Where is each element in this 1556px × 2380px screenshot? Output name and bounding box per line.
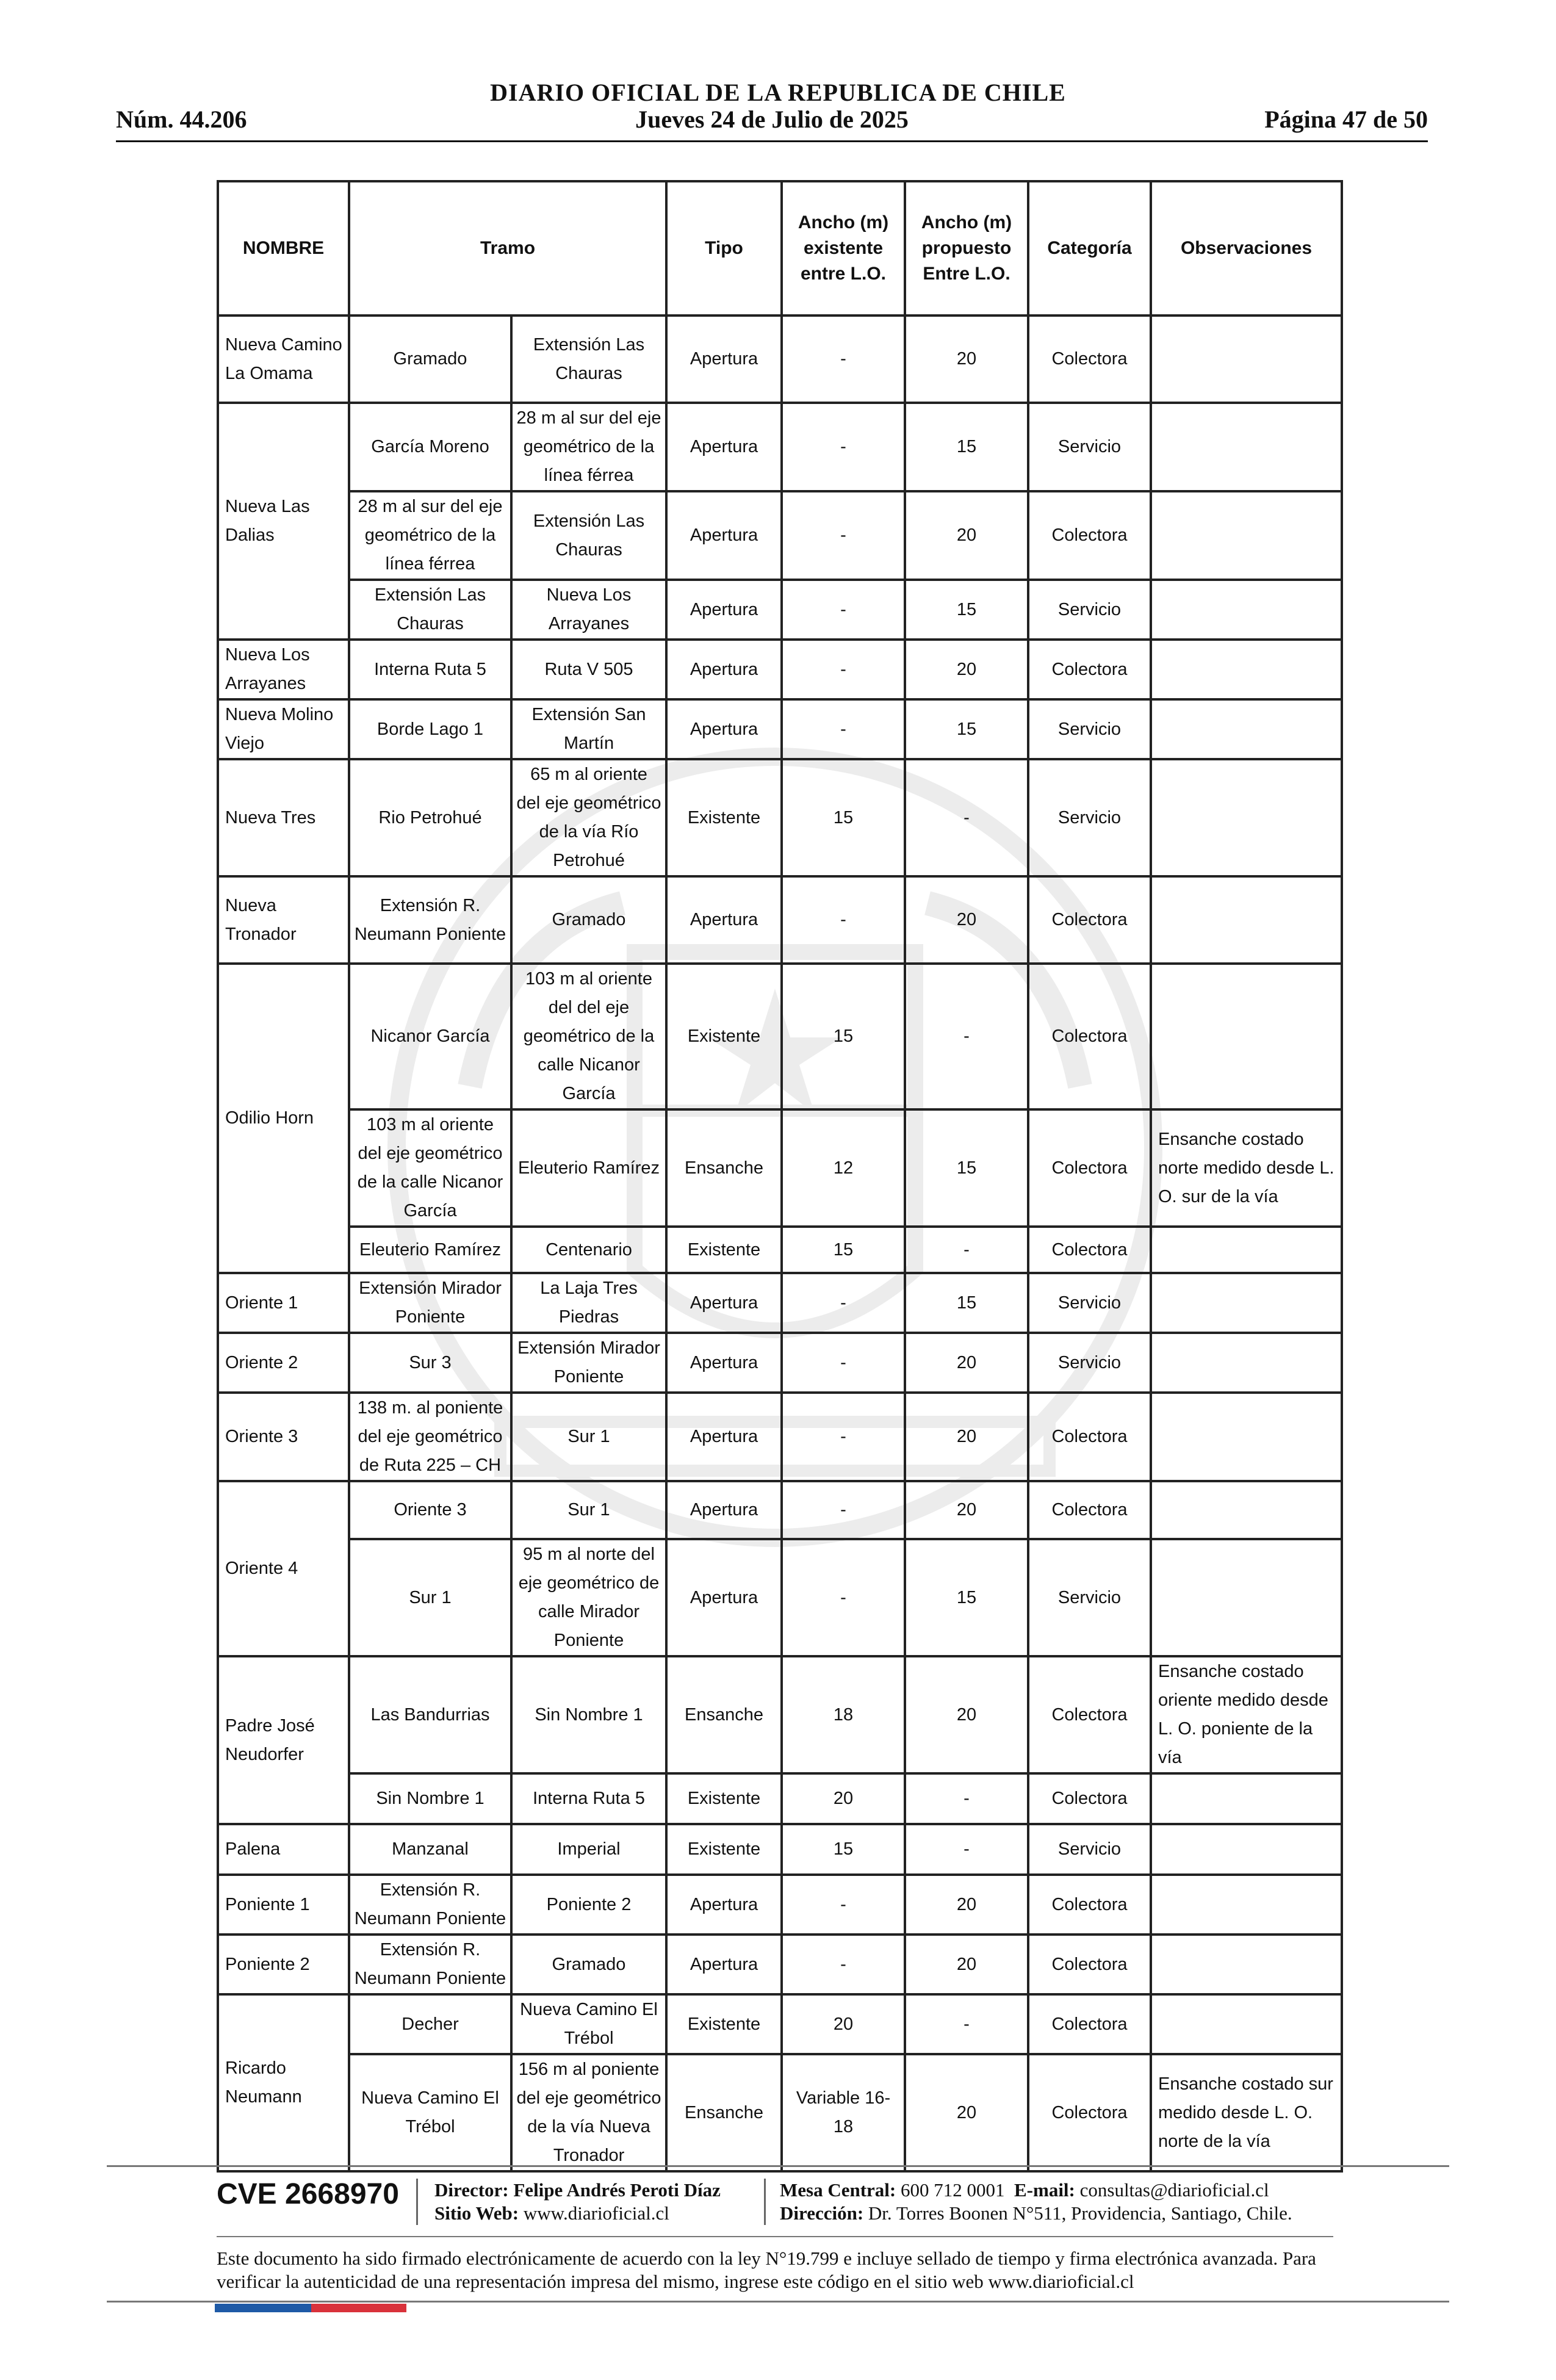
cell-observaciones <box>1151 640 1342 699</box>
cell-tipo: Apertura <box>666 1333 782 1393</box>
table-row <box>218 964 1342 1109</box>
cell-tramo-hasta: Extensión Mirador Poniente <box>511 1333 666 1393</box>
cell-categoria: Colectora <box>1028 491 1151 580</box>
cell-tramo-desde: Sur 3 <box>349 1333 511 1393</box>
cell-tipo: Existente <box>666 964 782 1109</box>
table-row <box>218 1994 1342 2054</box>
cell-tramo-desde: Oriente 3 <box>349 1481 511 1539</box>
cell-categoria: Colectora <box>1028 1875 1151 1935</box>
cell-nombre: Nueva Tronador <box>218 876 349 964</box>
cell-nombre: Oriente 3 <box>218 1393 349 1481</box>
cell-nombre: Nueva Los Arrayanes <box>218 640 349 699</box>
footer-separator <box>764 2179 766 2225</box>
cell-ancho-propuesto: - <box>905 759 1028 876</box>
cell-tramo-hasta: Nueva Los Arrayanes <box>511 580 666 640</box>
cell-tipo: Apertura <box>666 640 782 699</box>
cell-tramo-hasta: 95 m al norte del eje geométrico de calle Mirador Poniente <box>511 1539 666 1656</box>
cell-tramo-desde: Sin Nombre 1 <box>349 1773 511 1824</box>
cell-tramo-desde: Extensión Las Chauras <box>349 580 511 640</box>
cell-tramo-desde: Interna Ruta 5 <box>349 640 511 699</box>
cell-tramo-hasta: Interna Ruta 5 <box>511 1773 666 1824</box>
cell-ancho-existente: - <box>782 1935 905 1994</box>
cell-categoria: Colectora <box>1028 1994 1151 2054</box>
cell-observaciones: Ensanche costado oriente medido desde L. O. poniente de la vía <box>1151 1656 1342 1773</box>
table-row <box>218 1109 1342 1227</box>
cell-ancho-propuesto: 15 <box>905 1539 1028 1656</box>
cell-ancho-propuesto: - <box>905 1824 1028 1875</box>
cell-tipo: Ensanche <box>666 1109 782 1227</box>
cell-ancho-propuesto: 20 <box>905 1333 1028 1393</box>
cell-tramo-desde: Manzanal <box>349 1824 511 1875</box>
cell-ancho-propuesto: - <box>905 1227 1028 1273</box>
website-line <box>434 2202 721 2225</box>
page-number: Página 47 de 50 <box>1264 106 1428 133</box>
cell-tramo-hasta: Gramado <box>511 1935 666 1994</box>
cell-ancho-propuesto: 15 <box>905 403 1028 491</box>
phone-label: Mesa Central: <box>780 2179 896 2201</box>
cell-nombre: Odilio Horn <box>218 964 349 1273</box>
cell-nombre: Poniente 1 <box>218 1875 349 1935</box>
cell-ancho-existente: - <box>782 1273 905 1333</box>
cell-tramo-hasta: Gramado <box>511 876 666 964</box>
cell-tramo-desde: Extensión R. Neumann Poniente <box>349 876 511 964</box>
cell-observaciones: Ensanche costado norte medido desde L. O. sur de la vía <box>1151 1109 1342 1227</box>
cell-tipo: Apertura <box>666 1273 782 1333</box>
director-line <box>434 2179 721 2202</box>
cell-ancho-existente: - <box>782 403 905 491</box>
cell-categoria: Colectora <box>1028 1109 1151 1227</box>
cell-ancho-propuesto: 20 <box>905 316 1028 403</box>
director-name: Felipe Andrés Peroti Díaz <box>513 2179 721 2201</box>
cell-observaciones <box>1151 1935 1342 1994</box>
header-ancho-existente: Ancho (m) existente entre L.O. <box>782 181 905 316</box>
cell-ancho-existente: - <box>782 316 905 403</box>
cell-tramo-desde: Borde Lago 1 <box>349 699 511 759</box>
header-row <box>116 105 1428 138</box>
cell-ancho-existente: - <box>782 1539 905 1656</box>
cell-tramo-hasta: Nueva Camino El Trébol <box>511 1994 666 2054</box>
cell-ancho-propuesto: 20 <box>905 491 1028 580</box>
cell-ancho-propuesto: 15 <box>905 580 1028 640</box>
cell-tipo: Apertura <box>666 699 782 759</box>
cell-ancho-existente: 18 <box>782 1656 905 1773</box>
website-link[interactable]: www.diarioficial.cl <box>523 2202 669 2224</box>
cell-ancho-existente: 15 <box>782 1824 905 1875</box>
vias-table-container <box>217 180 1341 2173</box>
cell-tramo-hasta: Extensión Las Chauras <box>511 316 666 403</box>
cell-tipo: Apertura <box>666 876 782 964</box>
cell-ancho-propuesto: 15 <box>905 1109 1028 1227</box>
cell-ancho-existente: 20 <box>782 1773 905 1824</box>
cell-ancho-existente: - <box>782 876 905 964</box>
cell-tramo-desde: Nueva Camino El Trébol <box>349 2054 511 2171</box>
cell-ancho-propuesto: 20 <box>905 1481 1028 1539</box>
table-row <box>218 580 1342 640</box>
cell-ancho-existente: 15 <box>782 759 905 876</box>
cell-tipo: Existente <box>666 759 782 876</box>
director-label: Director: <box>434 2179 509 2201</box>
cell-tipo: Existente <box>666 1773 782 1824</box>
table-row <box>218 640 1342 699</box>
cell-observaciones <box>1151 403 1342 491</box>
header-nombre: NOMBRE <box>218 181 349 316</box>
legal-notice: Este documento ha sido firmado electrónicamente de acuerdo con la ley N°19.799 e incluye sellado de tiempo y firma electrónica avanzada. Para verificar la autenticidad de una representación impresa del mismo, ingrese este código en el sitio web www.diarioficial.cl <box>217 2248 1316 2292</box>
cell-tramo-hasta: Imperial <box>511 1824 666 1875</box>
flag-bar-red <box>311 2304 406 2312</box>
cell-tramo-desde: 28 m al sur del eje geométrico de la línea férrea <box>349 491 511 580</box>
cell-tramo-desde: 103 m al oriente del eje geométrico de la calle Nicanor García <box>349 1109 511 1227</box>
cell-observaciones <box>1151 1227 1342 1273</box>
cell-ancho-existente: 12 <box>782 1109 905 1227</box>
cell-categoria: Colectora <box>1028 1656 1151 1773</box>
cell-ancho-existente: - <box>782 1393 905 1481</box>
cell-ancho-propuesto: 20 <box>905 2054 1028 2171</box>
cell-tramo-hasta: La Laja Tres Piedras <box>511 1273 666 1333</box>
cell-categoria: Colectora <box>1028 1481 1151 1539</box>
header-tramo: Tramo <box>349 181 666 316</box>
table-row <box>218 1539 1342 1656</box>
cell-tramo-hasta: Poniente 2 <box>511 1875 666 1935</box>
cell-observaciones <box>1151 1824 1342 1875</box>
cell-tipo: Apertura <box>666 1393 782 1481</box>
cell-observaciones <box>1151 964 1342 1109</box>
cell-tramo-desde: Extensión R. Neumann Poniente <box>349 1935 511 1994</box>
cell-nombre: Ricardo Neumann <box>218 1994 349 2171</box>
cell-ancho-propuesto: 20 <box>905 1393 1028 1481</box>
cell-ancho-propuesto: - <box>905 1994 1028 2054</box>
table-row <box>218 491 1342 580</box>
cell-tramo-hasta: Sur 1 <box>511 1393 666 1481</box>
table-row <box>218 2054 1342 2171</box>
header-tipo: Tipo <box>666 181 782 316</box>
header-observaciones: Observaciones <box>1151 181 1342 316</box>
header-categoria: Categoría <box>1028 181 1151 316</box>
footer-divider-middle <box>217 2236 1333 2237</box>
cell-ancho-propuesto: 20 <box>905 876 1028 964</box>
cell-categoria: Colectora <box>1028 640 1151 699</box>
cell-tramo-hasta: Extensión San Martín <box>511 699 666 759</box>
cell-observaciones <box>1151 876 1342 964</box>
cell-tramo-desde: García Moreno <box>349 403 511 491</box>
cell-ancho-existente: - <box>782 1481 905 1539</box>
cell-tramo-desde: Sur 1 <box>349 1539 511 1656</box>
cell-nombre: Oriente 2 <box>218 1333 349 1393</box>
table-row <box>218 1273 1342 1333</box>
cell-tramo-hasta: Sur 1 <box>511 1481 666 1539</box>
cell-nombre: Nueva Camino La Omama <box>218 316 349 403</box>
cell-observaciones <box>1151 1273 1342 1333</box>
table-row <box>218 1824 1342 1875</box>
table-row <box>218 759 1342 876</box>
cell-tipo: Apertura <box>666 403 782 491</box>
cell-tipo: Apertura <box>666 316 782 403</box>
footer-contact-block <box>780 2179 1292 2225</box>
issue-date: Jueves 24 de Julio de 2025 <box>635 106 909 133</box>
cell-categoria: Colectora <box>1028 1393 1151 1481</box>
cell-tramo-desde: Extensión Mirador Poniente <box>349 1273 511 1333</box>
cell-tipo: Existente <box>666 1994 782 2054</box>
cell-categoria: Servicio <box>1028 1539 1151 1656</box>
cell-tramo-desde: Eleuterio Ramírez <box>349 1227 511 1273</box>
cell-tramo-hasta: 28 m al sur del eje geométrico de la línea férrea <box>511 403 666 491</box>
cell-categoria: Servicio <box>1028 1273 1151 1333</box>
footer-director-block <box>434 2179 721 2225</box>
cell-observaciones <box>1151 1481 1342 1539</box>
cell-ancho-propuesto: 20 <box>905 1656 1028 1773</box>
cell-ancho-propuesto: 15 <box>905 699 1028 759</box>
cell-ancho-existente: Variable 16-18 <box>782 2054 905 2171</box>
cell-nombre: Nueva Molino Viejo <box>218 699 349 759</box>
cell-categoria: Servicio <box>1028 1333 1151 1393</box>
cell-tramo-hasta: Ruta V 505 <box>511 640 666 699</box>
cell-ancho-existente: 15 <box>782 1227 905 1273</box>
cell-categoria: Colectora <box>1028 964 1151 1109</box>
table-row <box>218 1227 1342 1273</box>
cell-observaciones <box>1151 699 1342 759</box>
cell-nombre: Poniente 2 <box>218 1935 349 1994</box>
cell-nombre: Nueva Las Dalias <box>218 403 349 640</box>
cell-categoria: Servicio <box>1028 580 1151 640</box>
contact-line <box>780 2179 1292 2202</box>
cell-nombre: Nueva Tres <box>218 759 349 876</box>
cell-ancho-existente: - <box>782 1333 905 1393</box>
table-row <box>218 1393 1342 1481</box>
cell-observaciones <box>1151 1773 1342 1824</box>
footer-divider-bottom <box>107 2301 1449 2302</box>
cell-tipo: Apertura <box>666 491 782 580</box>
cell-ancho-propuesto: - <box>905 964 1028 1109</box>
table-row <box>218 1333 1342 1393</box>
cell-tipo: Apertura <box>666 1481 782 1539</box>
cell-observaciones <box>1151 491 1342 580</box>
cell-categoria: Colectora <box>1028 1227 1151 1273</box>
cell-tramo-hasta: 156 m al poniente del eje geométrico de la vía Nueva Tronador <box>511 2054 666 2171</box>
cell-observaciones <box>1151 1539 1342 1656</box>
footer-separator <box>416 2179 418 2225</box>
cell-ancho-existente: - <box>782 491 905 580</box>
cell-tramo-hasta: Sin Nombre 1 <box>511 1656 666 1773</box>
cell-observaciones <box>1151 1333 1342 1393</box>
cell-observaciones <box>1151 1875 1342 1935</box>
cell-tipo: Existente <box>666 1227 782 1273</box>
cell-tramo-hasta: 103 m al oriente del del eje geométrico de la calle Nicanor García <box>511 964 666 1109</box>
cve-code: CVE 2668970 <box>217 2178 399 2210</box>
cell-tramo-desde: Nicanor García <box>349 964 511 1109</box>
header-ancho-propuesto: Ancho (m) propuesto Entre L.O. <box>905 181 1028 316</box>
cell-tipo: Apertura <box>666 1539 782 1656</box>
cell-tramo-hasta: Extensión Las Chauras <box>511 491 666 580</box>
cell-ancho-existente: - <box>782 580 905 640</box>
cell-categoria: Servicio <box>1028 759 1151 876</box>
cell-tipo: Apertura <box>666 1875 782 1935</box>
table-row <box>218 876 1342 964</box>
cell-tipo: Apertura <box>666 1935 782 1994</box>
cell-tramo-desde: Rio Petrohué <box>349 759 511 876</box>
cell-observaciones <box>1151 316 1342 403</box>
cell-categoria: Colectora <box>1028 1935 1151 1994</box>
table-row <box>218 699 1342 759</box>
table-row <box>218 1935 1342 1994</box>
cell-tramo-hasta: Eleuterio Ramírez <box>511 1109 666 1227</box>
address-text: Dr. Torres Boonen N°511, Providencia, Santiago, Chile. <box>868 2202 1292 2224</box>
cell-ancho-propuesto: 20 <box>905 640 1028 699</box>
cell-ancho-existente: - <box>782 640 905 699</box>
cell-ancho-propuesto: 20 <box>905 1875 1028 1935</box>
cell-nombre: Oriente 4 <box>218 1481 349 1656</box>
cell-tramo-hasta: Centenario <box>511 1227 666 1273</box>
table-row <box>218 1773 1342 1824</box>
address-label: Dirección: <box>780 2202 864 2224</box>
table-row <box>218 403 1342 491</box>
cell-tramo-desde: Gramado <box>349 316 511 403</box>
cell-observaciones <box>1151 1994 1342 2054</box>
table-row <box>218 1656 1342 1773</box>
cell-ancho-existente: 15 <box>782 964 905 1109</box>
cell-tramo-hasta: 65 m al oriente del eje geométrico de la vía Río Petrohué <box>511 759 666 876</box>
cell-observaciones: Ensanche costado sur medido desde L. O. norte de la vía <box>1151 2054 1342 2171</box>
cell-tramo-desde: Decher <box>349 1994 511 2054</box>
cell-ancho-propuesto: 15 <box>905 1273 1028 1333</box>
cell-categoria: Servicio <box>1028 699 1151 759</box>
cell-ancho-propuesto: - <box>905 1773 1028 1824</box>
email-link[interactable]: consultas@diarioficial.cl <box>1079 2179 1269 2201</box>
cell-categoria: Colectora <box>1028 876 1151 964</box>
address-line <box>780 2202 1292 2225</box>
phone-number: 600 712 0001 <box>901 2179 1005 2201</box>
cell-nombre: Oriente 1 <box>218 1273 349 1333</box>
issue-number: Núm. 44.206 <box>116 106 247 133</box>
cell-categoria: Colectora <box>1028 2054 1151 2171</box>
cell-categoria: Servicio <box>1028 403 1151 491</box>
cell-categoria: Servicio <box>1028 1824 1151 1875</box>
cell-tramo-desde: 138 m. al poniente del eje geométrico de Ruta 225 – CH <box>349 1393 511 1481</box>
cell-ancho-propuesto: 20 <box>905 1935 1028 1994</box>
header-divider <box>116 140 1428 142</box>
email-label: E-mail: <box>1014 2179 1075 2201</box>
cell-tramo-desde: Las Bandurrias <box>349 1656 511 1773</box>
footer-divider-top <box>107 2165 1449 2167</box>
website-label: Sitio Web: <box>434 2202 519 2224</box>
cell-nombre: Palena <box>218 1824 349 1875</box>
cell-ancho-existente: - <box>782 699 905 759</box>
cell-tramo-desde: Extensión R. Neumann Poniente <box>349 1875 511 1935</box>
flag-bar-blue <box>215 2304 311 2312</box>
cell-observaciones <box>1151 580 1342 640</box>
table-row <box>218 1481 1342 1539</box>
cell-tipo: Ensanche <box>666 1656 782 1773</box>
cell-ancho-existente: 20 <box>782 1994 905 2054</box>
cell-nombre: Padre José Neudorfer <box>218 1656 349 1824</box>
table-row <box>218 1875 1342 1935</box>
table-row <box>218 316 1342 403</box>
cell-tipo: Ensanche <box>666 2054 782 2171</box>
vias-table <box>217 180 1343 2173</box>
cell-categoria: Colectora <box>1028 1773 1151 1824</box>
cell-tipo: Existente <box>666 1824 782 1875</box>
table-header-row <box>218 181 1342 316</box>
cell-observaciones <box>1151 1393 1342 1481</box>
cell-observaciones <box>1151 759 1342 876</box>
cell-ancho-existente: - <box>782 1875 905 1935</box>
cell-tipo: Apertura <box>666 580 782 640</box>
newspaper-title: DIARIO OFICIAL DE LA REPUBLICA DE CHILE <box>490 79 1066 106</box>
cell-categoria: Colectora <box>1028 316 1151 403</box>
